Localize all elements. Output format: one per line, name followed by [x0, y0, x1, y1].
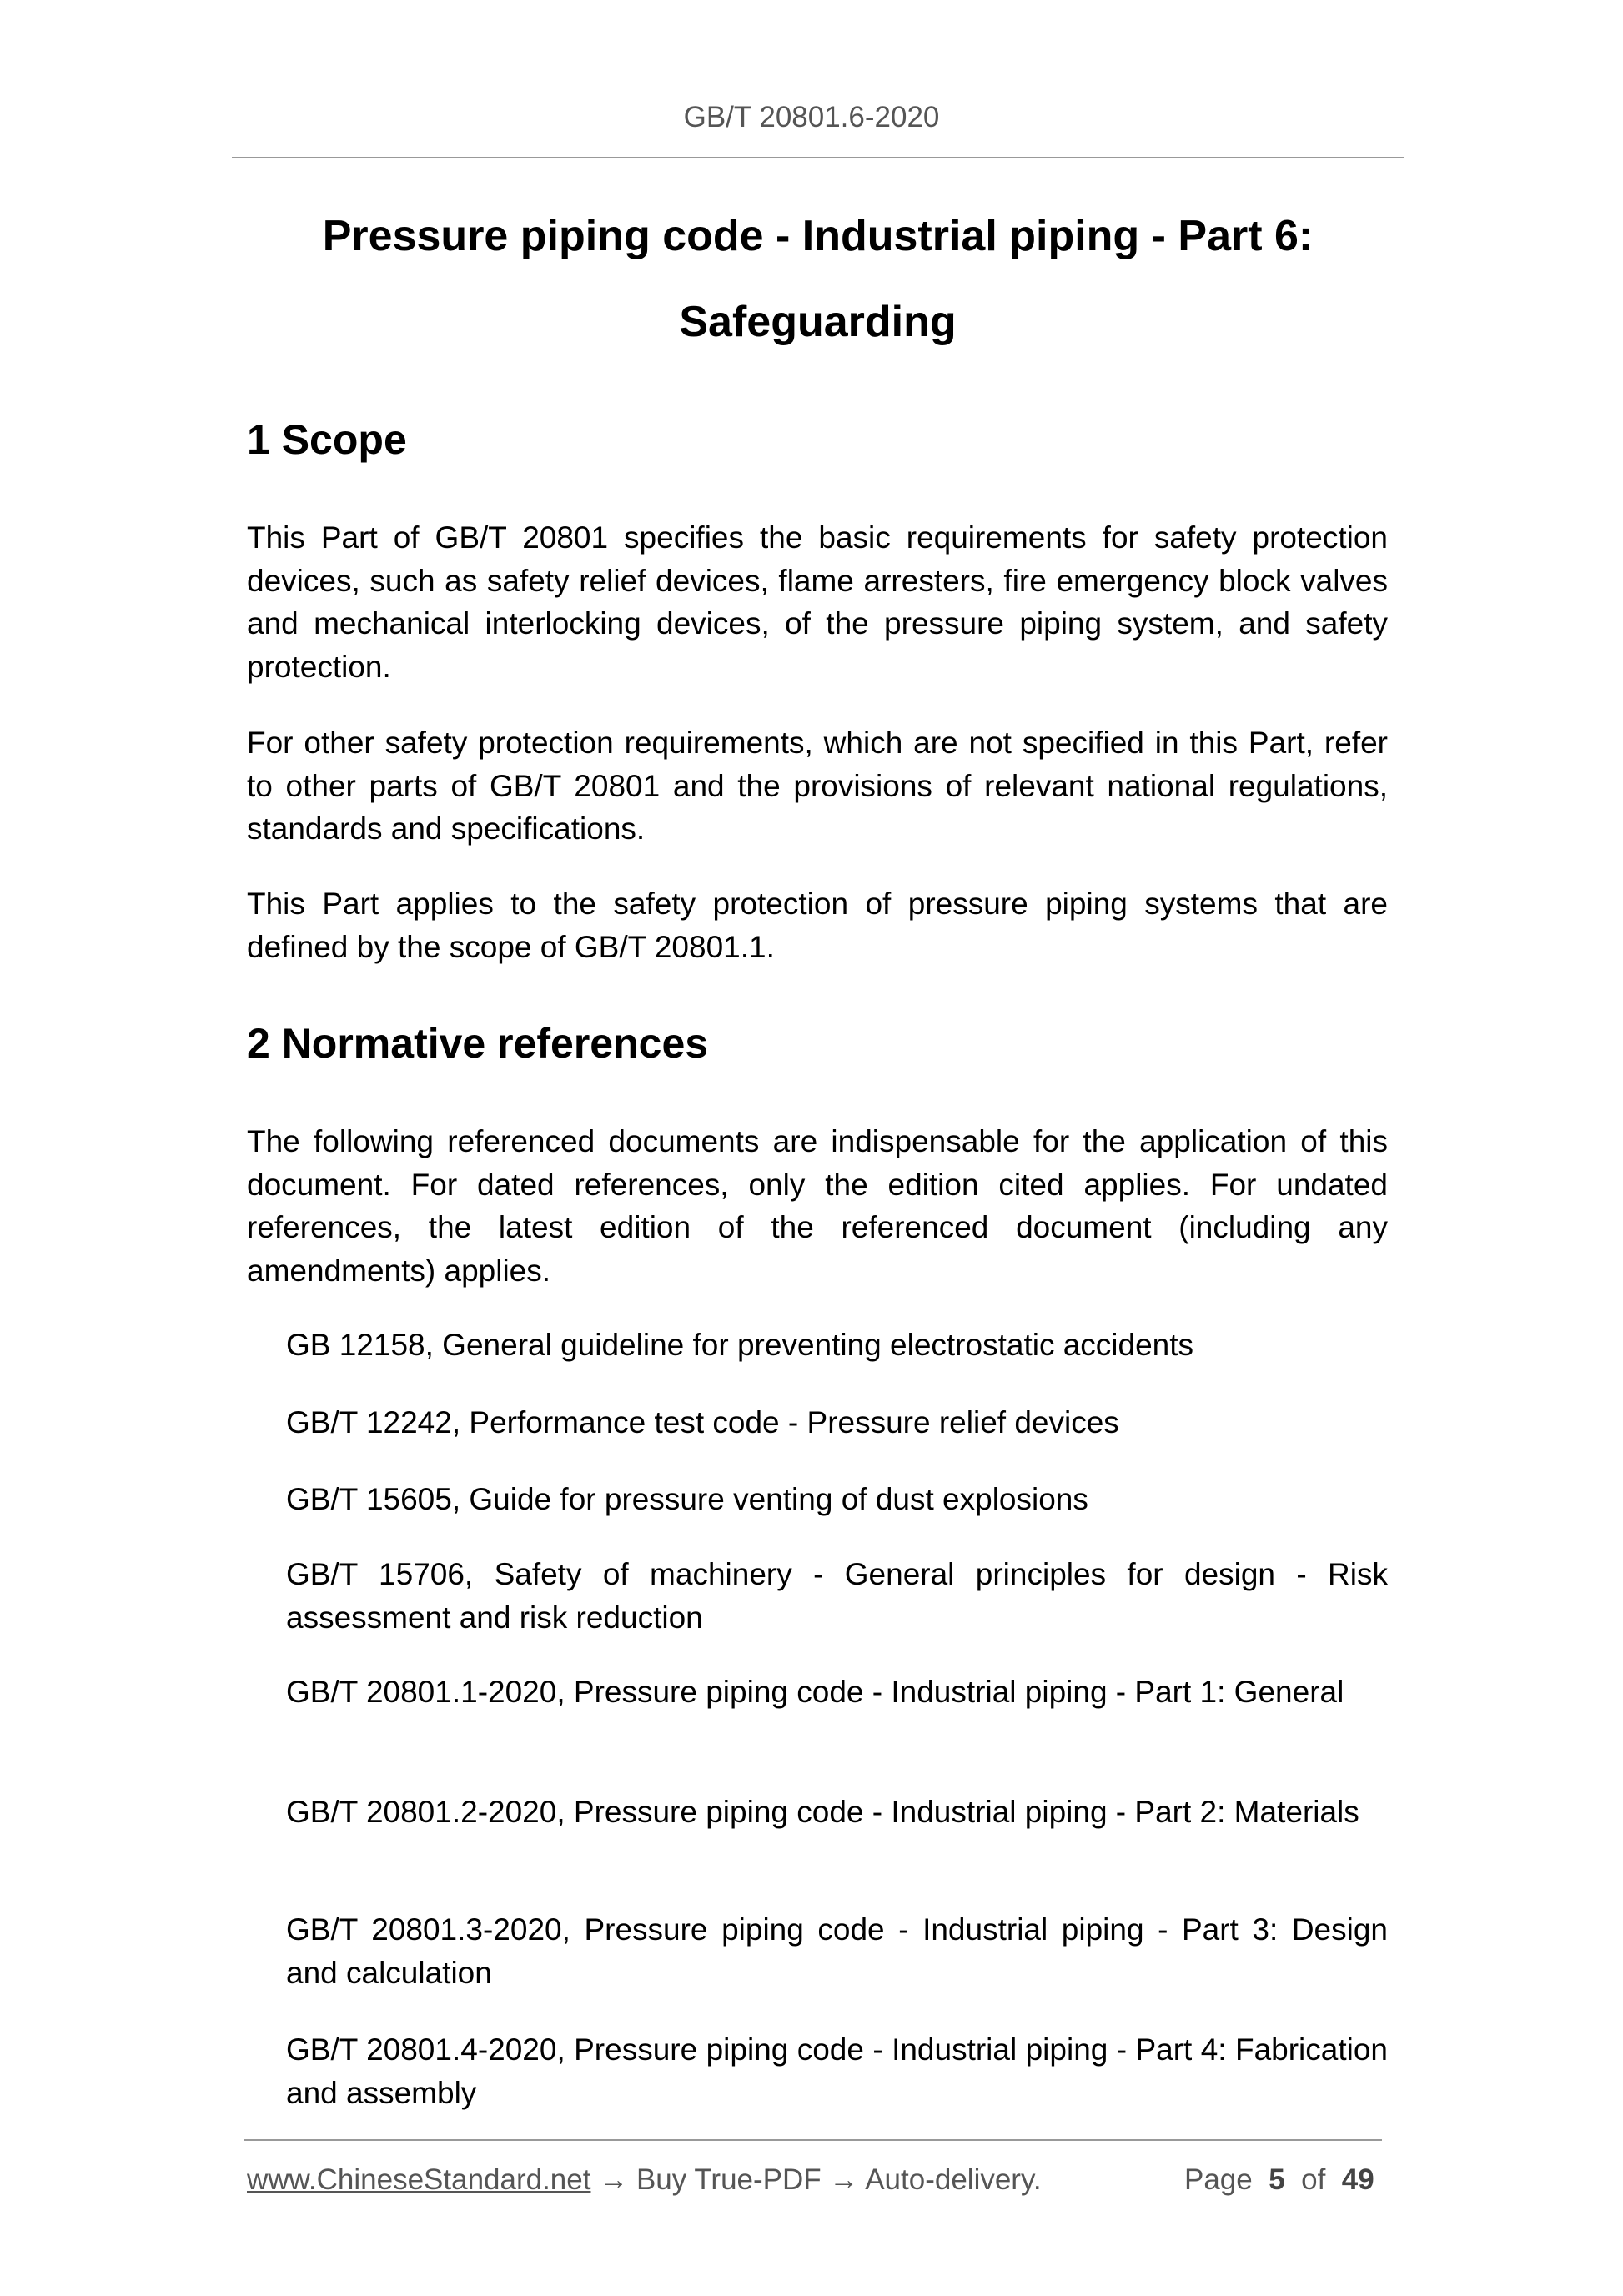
document-title-line1: Pressure piping code - Industrial piping - Part 6:	[322, 212, 1314, 260]
page-label: Page	[1184, 2163, 1253, 2196]
scope-paragraph: This Part of GB/T 20801 specifies the basic requirements for safety protection devices, such as safety relief devices, flame arresters, fire emergency block valves and mechanical interlocking devices, of the pressure piping system, and safety protection.	[247, 520, 1388, 684]
current-page: 5	[1269, 2163, 1285, 2196]
page-number	[1184, 2162, 1374, 2198]
scope-paragraph: For other safety protection requirements, which are not specified in this Part, refer to other parts of GB/T 20801 and the provisions of relevant national regulations, standards and specifications.	[247, 726, 1388, 846]
of-label: of	[1301, 2163, 1326, 2196]
footer-divider	[244, 2139, 1382, 2141]
reference-item: GB 12158, General guideline for preventing electrostatic accidents	[286, 1328, 1194, 1362]
reference-item: GB/T 20801.2-2020, Pressure piping code - Industrial piping - Part 2: Materials	[286, 1795, 1359, 1829]
arrow-right-icon: →	[829, 2163, 859, 2196]
reference-item: GB/T 12242, Performance test code - Pressure relief devices	[286, 1405, 1119, 1439]
reference-item: GB/T 20801.4-2020, Pressure piping code - Industrial piping - Part 4: Fabrication and assembly	[286, 2032, 1388, 2110]
reference-item: GB/T 15706, Safety of machinery - General principles for design - Risk assessment and risk reduction	[286, 1557, 1388, 1635]
header-divider	[232, 157, 1404, 158]
section-heading-normative-references: 2 Normative references	[247, 1020, 709, 1067]
footer-promo	[247, 2162, 1042, 2198]
delivery-text: Auto-delivery.	[865, 2163, 1042, 2196]
arrow-right-icon: →	[599, 2163, 629, 2196]
references-intro-paragraph: The following referenced documents are indispensable for the application of this document. For dated references, only the edition cited applies. For undated references, the latest edition of the referenced document (including any amendments) applies.	[247, 1124, 1388, 1288]
scope-paragraph: This Part applies to the safety protection of pressure piping systems that are defined by the scope of GB/T 20801.1.	[247, 887, 1388, 964]
page-header: GB/T 20801.6-2020	[683, 101, 940, 133]
section-heading-scope: 1 Scope	[247, 416, 407, 463]
reference-item: GB/T 20801.1-2020, Pressure piping code - Industrial piping - Part 1: General	[286, 1675, 1344, 1709]
website-link[interactable]: www.ChineseStandard.net	[247, 2163, 591, 2196]
document-title-line2: Safeguarding	[679, 298, 957, 346]
total-pages: 49	[1341, 2163, 1374, 2196]
reference-item: GB/T 20801.3-2020, Pressure piping code - Industrial piping - Part 3: Design and calculation	[286, 1912, 1388, 1990]
reference-item: GB/T 15605, Guide for pressure venting of dust explosions	[286, 1482, 1088, 1516]
buy-text: Buy True-PDF	[636, 2163, 822, 2196]
